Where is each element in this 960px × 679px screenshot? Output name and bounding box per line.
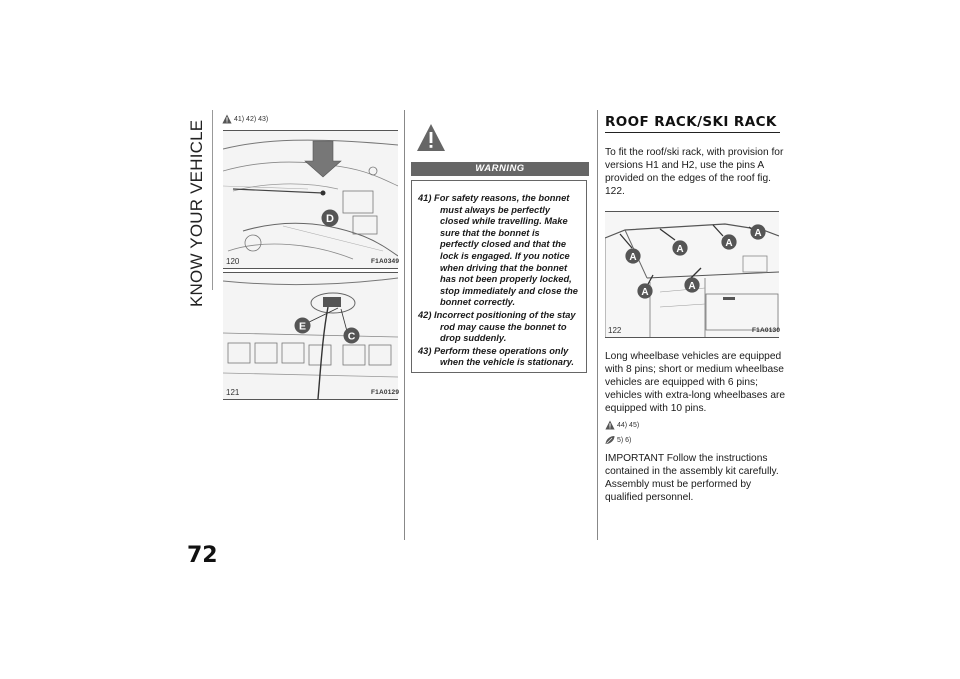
column-divider-right (597, 110, 598, 540)
warning-item-42: 42) Incorrect positioning of the stay rod may cause the bonnet to drop suddenly. (418, 309, 576, 344)
warning-reference-line (222, 114, 268, 124)
figure-120-code: F1A0349 (371, 258, 400, 265)
section-heading: ROOF RACK/SKI RACK (605, 116, 780, 133)
warning-item-41: 41) For safety reasons, the bonnet must always be perfectly closed while travelling. Make sure that the bonnet is perfectly closed and that the lock is engaged. If you notice when driving that the bonnet has not been properly locked, stop immediately and close the bonnet correctly. (418, 193, 578, 308)
svg-text:A: A (641, 287, 649, 298)
pin-a-badge (684, 277, 700, 293)
svg-text:A: A (725, 238, 733, 249)
figure-121-number: 121 (226, 388, 240, 397)
svg-text:A: A (629, 252, 637, 263)
callout-e-label: E (298, 320, 307, 333)
pin-a-badge (672, 240, 688, 256)
bonnet-stay-rod-illustration (223, 273, 398, 399)
figure-120-number: 120 (226, 257, 240, 266)
bonnet-lock-illustration (223, 131, 398, 268)
warning-box (411, 180, 587, 373)
warning-title-bar: WARNING (411, 162, 589, 176)
figure-bonnet-stay-rod (223, 272, 398, 400)
callout-d-label: D (326, 213, 334, 225)
svg-text:A: A (676, 244, 684, 255)
chapter-title-rule (212, 110, 213, 290)
page-number: 72 (187, 543, 218, 568)
callout-d-badge (321, 209, 339, 227)
environment-reference-numbers: 5) 6) (617, 436, 632, 444)
environment-reference-line (605, 435, 631, 445)
figure-121-code: F1A0129 (371, 389, 400, 396)
intro-paragraph: To fit the roof/ski rack, with provision for versions H1 and H2, use the pins A provided on the edges of the roof fig. 122. (605, 147, 784, 197)
warning-reference-line (605, 420, 639, 430)
leaf-icon (605, 435, 615, 445)
svg-text:A: A (688, 281, 696, 292)
figure-122-code: F1A0130 (752, 327, 781, 334)
warning-triangle-icon (416, 123, 446, 153)
callout-c-label: C (347, 330, 356, 343)
pins-paragraph: Long wheelbase vehicles are equipped with 8 pins; short or medium wheelbase vehicles are equipped with 6 pins; vehicles with extra-long wheelbases are equipped with 10 pins. (605, 351, 786, 414)
callout-e-badge (294, 317, 311, 334)
figure-122-number: 122 (608, 326, 622, 335)
warning-reference-numbers: 44) 45) (617, 421, 640, 429)
pin-a-badge (637, 283, 653, 299)
column-divider-left (404, 110, 405, 540)
figure-bonnet-lock (223, 130, 398, 269)
warning-triangle-icon (605, 420, 615, 430)
chapter-title: KNOW YOUR VEHICLE (187, 120, 206, 308)
svg-text:A: A (754, 228, 762, 239)
figure-roof-pins (605, 211, 779, 338)
important-paragraph: IMPORTANT Follow the instructions contained in the assembly kit carefully. Assembly must be performed by qualified personnel. (605, 453, 779, 503)
warning-triangle-icon (222, 114, 232, 124)
warning-item-43: 43) Perform these operations only when the vehicle is stationary. (418, 345, 574, 368)
warning-reference-numbers: 41) 42) 43) (234, 115, 269, 123)
pin-a-badge (750, 224, 766, 240)
pin-a-badge (625, 248, 641, 264)
pin-a-badge (721, 234, 737, 250)
callout-c-badge (343, 327, 360, 344)
